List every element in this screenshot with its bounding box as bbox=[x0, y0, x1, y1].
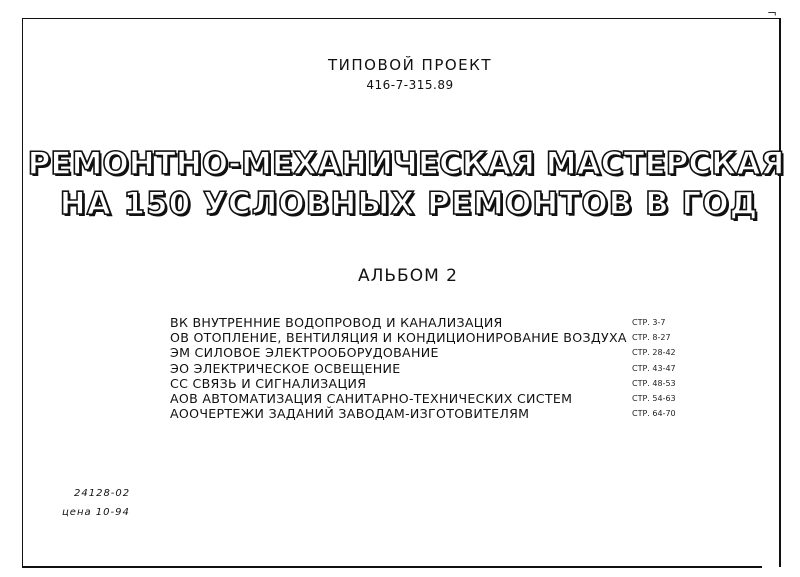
document-title-line-2: НА 150 УСЛОВНЫХ РЕМОНТОВ В ГОД bbox=[59, 186, 759, 222]
contents-row-text: ЭО ЭЛЕКТРИЧЕСКОЕ ОСВЕЩЕНИЕ bbox=[170, 360, 401, 376]
drawing-frame bbox=[22, 18, 780, 567]
document-title-line-1: РЕМОНТНО-МЕХАНИЧЕСКАЯ МАСТЕРСКАЯ bbox=[27, 146, 785, 182]
contents-row bbox=[170, 345, 690, 360]
contents-row-page: СТР. 3-7 bbox=[632, 318, 666, 327]
album-label: АЛЬБОМ 2 bbox=[357, 266, 458, 286]
contents-row-page: СТР. 64-70 bbox=[632, 409, 676, 419]
contents-row-text: АООЧЕРТЕЖИ ЗАДАНИЙ ЗАВОДАМ-ИЗГОТОВИТЕЛЯМ bbox=[170, 406, 530, 422]
contents-row-page: СТР. 28-42 bbox=[632, 348, 676, 358]
contents-row-text: ЭМ СИЛОВОЕ ЭЛЕКТРООБОРУДОВАНИЕ bbox=[170, 345, 439, 361]
drawing-frame-bottom-edge bbox=[22, 566, 762, 568]
contents-row-page: СТР. 43-47 bbox=[632, 363, 676, 373]
contents-row-text: АОВ АВТОМАТИЗАЦИЯ САНИТАРНО-ТЕХНИЧЕСКИХ СИСТЕМ bbox=[170, 390, 573, 406]
project-number: 416-7-315.89 bbox=[366, 78, 454, 92]
contents-row bbox=[170, 406, 690, 421]
inventory-number: 24128-02 bbox=[74, 488, 131, 499]
contents-row-text: СС СВЯЗЬ И СИГНАЛИЗАЦИЯ bbox=[170, 375, 367, 391]
contents-row-page: СТР. 54-63 bbox=[632, 393, 676, 403]
contents-row bbox=[170, 391, 690, 406]
contents-row-text: ВК ВНУТРЕННИЕ ВОДОПРОВОД И КАНАЛИЗАЦИЯ bbox=[170, 315, 503, 330]
price-note: цена 10-94 bbox=[62, 507, 130, 518]
contents-list bbox=[170, 315, 690, 421]
contents-row-text: ОВ ОТОПЛЕНИЕ, ВЕНТИЛЯЦИЯ И КОНДИЦИОНИРОВАНИЕ ВОЗДУХА bbox=[170, 330, 627, 346]
project-label: ТИПОВОЙ ПРОЕКТ bbox=[328, 56, 492, 74]
contents-row bbox=[170, 330, 690, 345]
contents-row bbox=[170, 315, 690, 330]
contents-row bbox=[170, 361, 690, 376]
drawing-frame-right-edge bbox=[779, 18, 781, 567]
contents-row-page: СТР. 48-53 bbox=[632, 378, 676, 388]
corner-mark: ¬ bbox=[767, 6, 778, 20]
contents-row-page: СТР. 8-27 bbox=[632, 333, 671, 343]
contents-row bbox=[170, 376, 690, 391]
